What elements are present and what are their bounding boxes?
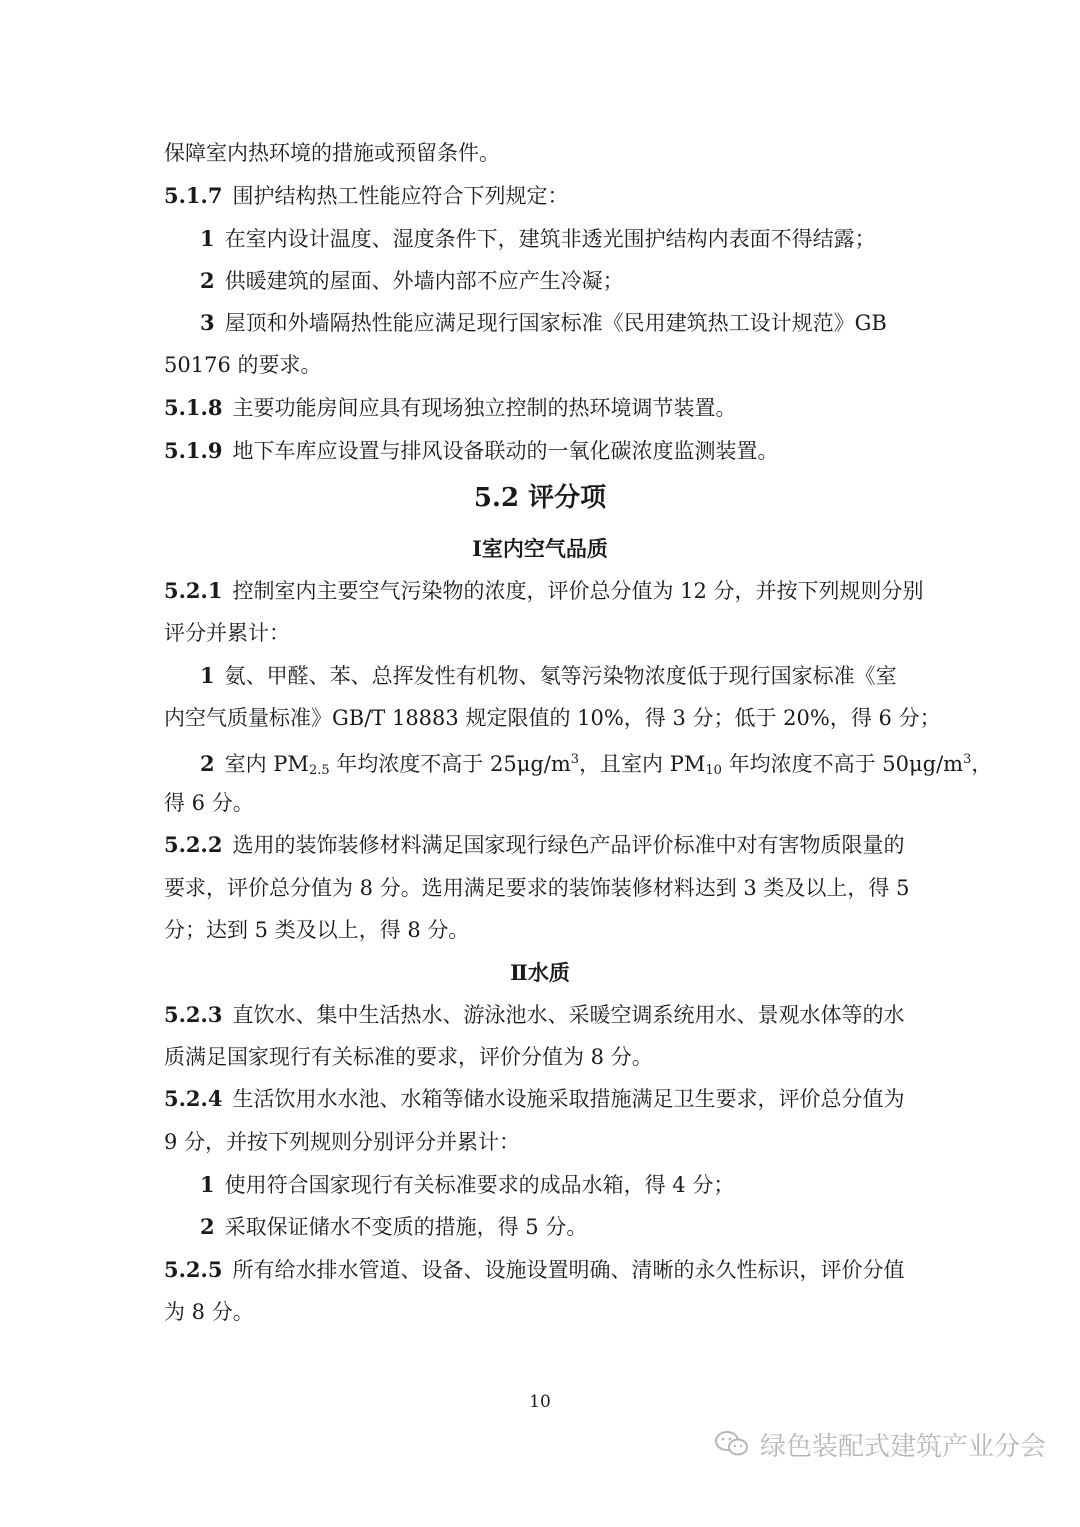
paragraph-line: 要求，评价总分值为 8 分。选用满足要求的装饰装修材料达到 3 类及以上，得 5: [164, 876, 910, 900]
item-number: 1: [200, 1172, 215, 1197]
paragraph-line: 评分并累计：: [164, 621, 290, 645]
item-text: 供暖建筑的屋面、外墙内部不应产生冷凝；: [224, 269, 624, 293]
paragraph-line: 分；达到 5 类及以上，得 8 分。: [164, 918, 470, 942]
clause-text: 选用的装饰装修材料满足国家现行绿色产品评价标准中对有害物质限量的: [232, 833, 905, 857]
clause-text: 生活饮用水水池、水箱等储水设施采取措施满足卫生要求，评价总分值为: [232, 1087, 905, 1111]
clause-5-2-3: [164, 1000, 924, 1030]
superscript: 3: [570, 752, 580, 767]
item-text-part: 年均浓度不高于 50μg/m: [721, 752, 964, 776]
list-item: [200, 224, 920, 254]
paragraph-line: 50176 的要求。: [164, 353, 322, 377]
clause-text: 围护结构热工性能应符合下列规定：: [232, 184, 569, 208]
list-item: [200, 308, 920, 338]
item-text: 屋顶和外墙隔热性能应满足现行国家标准《民用建筑热工设计规范》GB: [224, 311, 887, 335]
paragraph-line: 质满足国家现行有关标准的要求，评价分值为 8 分。: [164, 1045, 653, 1069]
paragraph-line: 9 分，并按下列规则分别评分并累计：: [164, 1130, 521, 1154]
clause-number: 5.2.3: [164, 1002, 223, 1027]
clause-5-1-7: [164, 181, 924, 211]
clause-text: 所有给水排水管道、设备、设施设置明确、清晰的永久性标识，评价分值: [232, 1258, 905, 1282]
item-number: 1: [200, 663, 215, 688]
list-item: [200, 745, 993, 786]
clause-text: 直饮水、集中生活热水、游泳池水、采暖空调系统用水、景观水体等的水: [232, 1003, 905, 1027]
item-text-part: 室内 PM: [224, 752, 309, 776]
paragraph-line: 内空气质量标准》GB/T 18883 规定限值的 10%，得 3 分；低于 20%，得 6 分；: [164, 706, 941, 730]
list-item: [200, 266, 920, 296]
section-heading: 5.2 评分项: [473, 483, 607, 513]
item-text: 使用符合国家现行有关标准要求的成品水箱，得 4 分；: [224, 1173, 735, 1197]
watermark: [714, 1427, 1046, 1461]
subsection-heading: Ⅰ室内空气品质: [472, 536, 608, 561]
item-number: 3: [200, 310, 215, 335]
clause-5-2-5: [164, 1255, 924, 1285]
clause-text: 控制室内主要空气污染物的浓度，评价总分值为 12 分，并按下列规则分别: [232, 579, 924, 603]
subsection-heading: Ⅱ水质: [510, 960, 570, 985]
clause-text: 主要功能房间应具有现场独立控制的热环境调节装置。: [232, 396, 737, 420]
wechat-icon: [714, 1429, 750, 1459]
clause-number: 5.1.8: [164, 395, 223, 420]
superscript: 3: [963, 752, 972, 767]
item-text: 氨、甲醛、苯、总挥发性有机物、氡等污染物浓度低于现行国家标准《室: [224, 664, 897, 688]
item-number: 2: [200, 751, 215, 776]
item-number: 2: [200, 268, 215, 293]
clause-number: 5.1.9: [164, 438, 223, 463]
item-number: 2: [200, 1214, 215, 1239]
list-item: [200, 1170, 920, 1200]
subscript: 10: [705, 763, 722, 778]
clause-5-2-2: [164, 830, 924, 860]
list-item: [200, 661, 920, 691]
clause-text: 地下车库应设置与排风设备联动的一氧化碳浓度监测装置。: [232, 439, 779, 463]
clause-5-1-8: [164, 393, 924, 423]
list-item: [200, 1212, 920, 1242]
clause-number: 5.2.5: [164, 1257, 223, 1282]
clause-number: 5.2.1: [164, 578, 223, 603]
clause-5-2-4: [164, 1084, 924, 1114]
page-number: 10: [529, 1392, 551, 1412]
item-text-part: ，: [971, 752, 993, 776]
paragraph-line: 得 6 分。: [164, 791, 254, 815]
item-number: 1: [200, 226, 215, 251]
item-text-part: 年均浓度不高于 25μg/m: [329, 752, 571, 776]
clause-number: 5.2.4: [164, 1086, 223, 1111]
subscript: 2.5: [308, 763, 330, 778]
item-text-part: ，且室内 PM: [579, 752, 706, 776]
watermark-text: 绿色装配式建筑产业分会: [759, 1431, 1046, 1462]
clause-number: 5.1.7: [164, 183, 223, 208]
clause-5-1-9: [164, 436, 924, 466]
clause-number: 5.2.2: [164, 832, 223, 857]
paragraph-line: 保障室内热环境的措施或预留条件。: [164, 141, 500, 165]
item-text: 采取保证储水不变质的措施，得 5 分。: [224, 1215, 588, 1239]
clause-5-2-1: [164, 576, 924, 606]
paragraph-line: 为 8 分。: [164, 1300, 254, 1324]
item-text: 在室内设计温度、湿度条件下，建筑非透光围护结构内表面不得结露；: [224, 227, 876, 251]
